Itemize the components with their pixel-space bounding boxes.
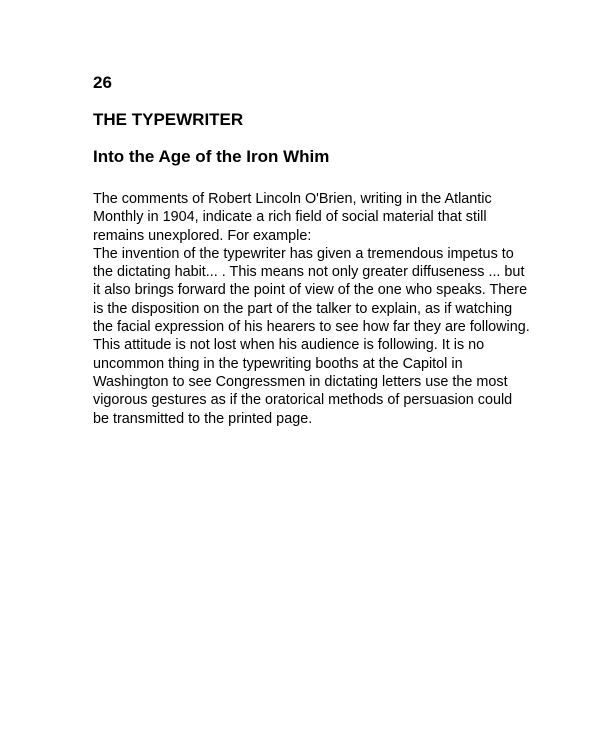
body-line: uncommon thing in the typewriting booths at the Capitol in [93, 355, 463, 372]
body-line: is the disposition on the part of the talker to explain, as if watching [93, 300, 513, 317]
body-line: Monthly in 1904, indicate a rich field of social material that still [93, 209, 487, 226]
body-text [93, 190, 533, 428]
body-line: The comments of Robert Lincoln O'Brien, writing in the Atlantic [93, 191, 492, 207]
body-line: the facial expression of his hearers to see how far they are following. [93, 319, 530, 336]
body-line: be transmitted to the printed page. [93, 410, 313, 427]
body-line: This attitude is not lost when his audience is following. It is no [93, 337, 485, 354]
chapter-subtitle: Into the Age of the Iron Whim [93, 147, 330, 166]
body-line: remains unexplored. For example: [93, 227, 312, 244]
body-line: Washington to see Congressmen in dictating letters use the most [93, 373, 508, 390]
chapter-number: 26 [93, 73, 112, 92]
body-line: vigorous gestures as if the oratorical methods of persuasion could [93, 392, 513, 409]
body-line: it also brings forward the point of view of the one who speaks. There [93, 282, 528, 299]
body-line: The invention of the typewriter has given a tremendous impetus to [93, 245, 514, 262]
chapter-title: THE TYPEWRITER [93, 110, 244, 129]
body-line: the dictating habit... . This means not only greater diffuseness ... but [93, 264, 525, 281]
